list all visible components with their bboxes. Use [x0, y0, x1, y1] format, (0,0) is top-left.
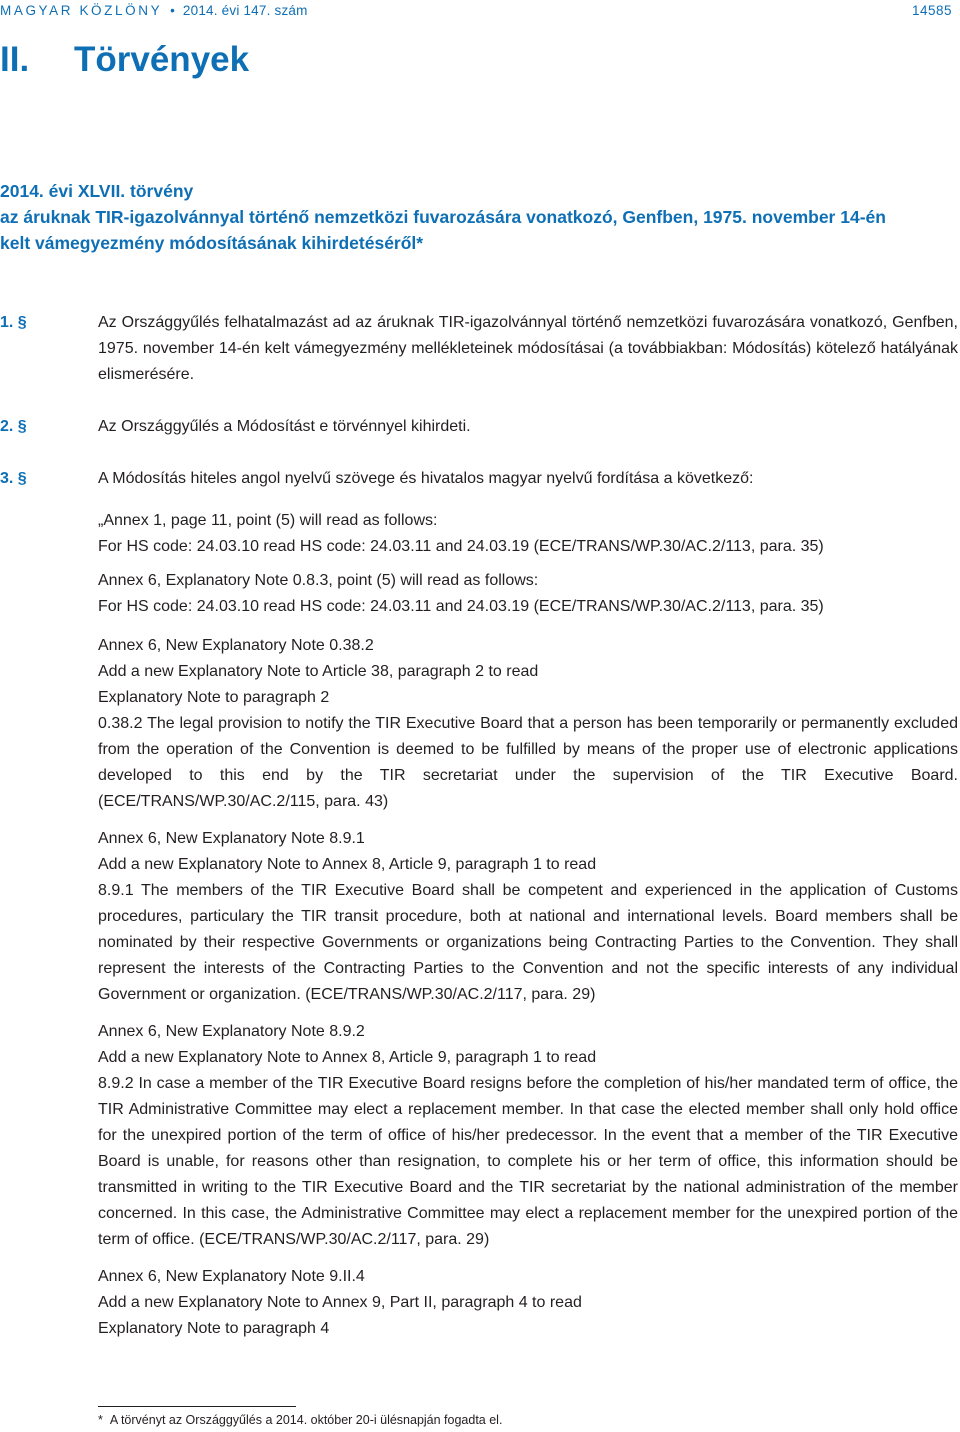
- footnote-text: A törvényt az Országgyűlés a 2014. október 20-i ülésnapján fogadta el.: [109, 1413, 503, 1427]
- paragraph-text: A Módosítás hiteles angol nyelvű szövege és hivatalos magyar nyelvű fordítása a következő:: [98, 470, 754, 487]
- law-subject-line-2: kelt vámegyezmény módosításának kihirdetéséről*: [0, 233, 424, 253]
- amendment-heading: Annex 6, New Explanatory Note 0.38.2: [98, 637, 374, 654]
- amendment-block-3: [98, 633, 958, 815]
- law-title: [0, 178, 952, 256]
- paragraph-mark: 2. §: [0, 418, 27, 435]
- paragraph-1: [0, 310, 958, 388]
- gazette-name: MAGYAR KÖZLÖNY: [0, 3, 163, 18]
- law-subject-line-1: az áruknak TIR-igazolvánnyal történő nemzetközi fuvarozására vonatkozó, Genfben, 1975. november 14-én: [0, 207, 886, 227]
- amendment-heading: Annex 6, New Explanatory Note 8.9.1: [98, 830, 365, 847]
- amendment-block-2: [98, 568, 958, 620]
- issue-label: 2014. évi 147. szám: [182, 3, 308, 18]
- footnote: [98, 1413, 502, 1427]
- paragraph-2: [0, 414, 958, 440]
- footnote-divider: [98, 1406, 296, 1407]
- amendment-heading: Annex 6, New Explanatory Note 8.9.2: [98, 1023, 365, 1040]
- amendment-block-1: [98, 508, 958, 560]
- page-header: [0, 3, 960, 25]
- amendment-text: 8.9.2 In case a member of the TIR Executive Board resigns before the completion of his/her mandated term of office, the TIR Administrative Committee may elect a replacement member. In that case the elected member shall only hold office for the unexpired portion of the term of office of his/her predecessor. In the event that a member of the TIR Executive Board is unable, for reasons other than resignation, to complete his or her term of office, this information should be transmitted in writing to the TIR Executive Board and the TIR secretariat by the national administration of the member concerned. In this case, the Administrative Committee may elect a replacement member for the unexpired portion of the term of office. (ECE/TRANS/WP.30/AC.2/117, para. 29): [98, 1075, 958, 1248]
- amendment-text: 8.9.1 The members of the TIR Executive Board shall be competent and experienced in the application of Customs procedures, particulary the TIR transit procedure, both at national and international levels. Board members shall be nominated by their respective Governments or organizations being Contracting Parties to the Convention. They shall represent the interests of the Contracting Parties to the Convention and not the specific interests of any individual Government or organization. (ECE/TRANS/WP.30/AC.2/117, para. 29): [98, 882, 958, 1003]
- section-title: Törvények: [74, 40, 250, 79]
- amendment-heading: „Annex 1, page 11, point (5) will read as follows:: [98, 512, 438, 529]
- amendment-subheading: Explanatory Note to paragraph 2: [98, 689, 330, 706]
- amendment-instruction: Add a new Explanatory Note to Annex 8, Article 9, paragraph 1 to read: [98, 1049, 597, 1066]
- header-separator: •: [170, 3, 176, 18]
- page-number: 14585: [911, 3, 952, 18]
- paragraph-mark: 1. §: [0, 314, 27, 331]
- amendment-block-4: [98, 826, 958, 1008]
- amendment-block-5: [98, 1019, 958, 1253]
- paragraph-mark: 3. §: [0, 470, 27, 487]
- amendment-instruction: Add a new Explanatory Note to Annex 9, Part II, paragraph 4 to read: [98, 1294, 582, 1311]
- amendment-text: 0.38.2 The legal provision to notify the TIR Executive Board that a person has been temporarily or permanently excluded from the operation of the Convention is deemed to be fulfilled by means of the proper use of electronic applications developed to this end by the TIR secretariat under the supervision of the TIR Executive Board. (ECE/TRANS/WP.30/AC.2/115, para. 43): [98, 715, 958, 810]
- amendment-instruction: Add a new Explanatory Note to Annex 8, Article 9, paragraph 1 to read: [98, 856, 597, 873]
- amendment-heading: Annex 6, New Explanatory Note 9.II.4: [98, 1268, 365, 1285]
- footnote-marker: *: [98, 1413, 103, 1427]
- paragraph-text: Az Országgyűlés felhatalmazást ad az áruknak TIR-igazolvánnyal történő nemzetközi fuvarozására vonatkozó, Genfben, 1975. november 14-én kelt vámegyezmény mellékleteinek módosításai (a továbbiakban: Módosítás) kötelező hatályának elismerésére.: [98, 314, 958, 383]
- amendment-line: For HS code: 24.03.10 read HS code: 24.03.11 and 24.03.19 (ECE/TRANS/WP.30/AC.2/113, para. 35): [98, 538, 824, 555]
- section-number: II.: [0, 40, 30, 79]
- amendment-heading: Annex 6, Explanatory Note 0.8.3, point (5) will read as follows:: [98, 572, 539, 589]
- amendment-line: For HS code: 24.03.10 read HS code: 24.03.11 and 24.03.19 (ECE/TRANS/WP.30/AC.2/113, para. 35): [98, 598, 824, 615]
- paragraph-3: [0, 466, 958, 492]
- amendment-instruction: Add a new Explanatory Note to Article 38, paragraph 2 to read: [98, 663, 539, 680]
- amendment-block-6: [98, 1264, 958, 1342]
- header-left: [0, 3, 308, 18]
- section-heading: [0, 40, 249, 80]
- law-number: 2014. évi XLVII. törvény: [0, 181, 194, 201]
- amendment-subheading: Explanatory Note to paragraph 4: [98, 1320, 330, 1337]
- paragraph-text: Az Országgyűlés a Módosítást e törvénnyel kihirdeti.: [98, 418, 471, 435]
